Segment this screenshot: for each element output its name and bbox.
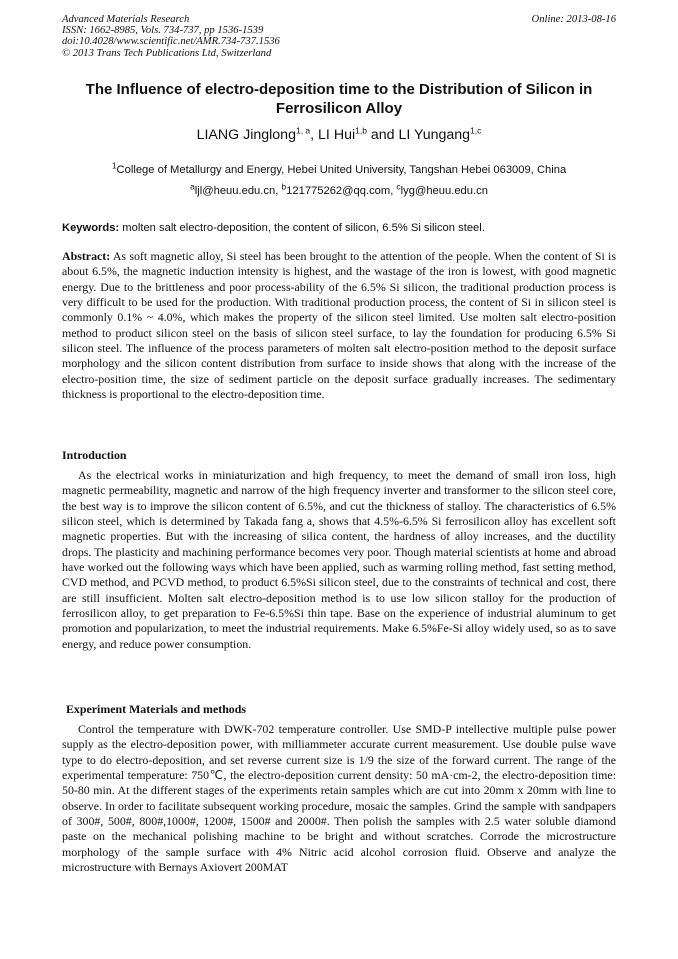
keywords-label: Keywords:	[62, 222, 120, 234]
author-name: LI Yungang	[398, 127, 471, 143]
email-link[interactable]: lyg@heuu.edu.cn	[400, 185, 488, 197]
email-mark: a	[190, 181, 195, 192]
keywords-text: molten salt electro-deposition, the content of silicon, 6.5% Si silicon steel.	[119, 222, 485, 234]
abstract-text: As soft magnetic alloy, Si steel has been brought to the attention of the people. When the content of Si is about 6.5%, the magnetic induction intensity is highest, and the wastage of the iron is lowest, with good magnetic energy. Due to the brittleness and poor process-ability of the 6.5% Si silicon, the traditional production process is very difficult to be used for the production. With traditional production process, the content of Si in silicon steel is commonly 0.1% ~ 4.0%, which makes the property of the silicon steel limited. Use molten salt electro-position method to product silicon steel on the basis of silicon steel surface, to lay the foundation for producing 6.5% Si silicon steel. The influence of the process parameters of molten salt electro-position method to the deposit surface morphology and the silicon content distribution from surface to inside shows that along with the increase of the electro-position time, the size of sediment particle on the deposit surface gradually increases. The sedimentary thickness is proportional to the electro-deposition time.	[62, 249, 616, 402]
keywords	[62, 221, 616, 235]
introduction-paragraph: As the electrical works in miniaturization and high frequency, to meet the demand of small iron loss, high magnetic permeability, magnetic and narrow of the high frequency inverter and transformer to the silicon steel core, the best way is to improve the silicon content of 6.5%, and cut the thickness of stalloy. The characteristics of 6.5% silicon steel, which is determined by Takada fang a, shows that 4.5%-6.5% Si ferrosilicon alloy has excellent soft magnetic properties. But with the increasing of silica content, the hardness of alloy increases, and the ductility drops. The plasticity and machining performance becomes very poor. Though material scientists at home and abroad have worked out the following ways which have been applied, such as warming rolling method, fast setting method, CVD method, and PCVD method, to product 6.5%Si silicon steel, due to the constraints of technical and cost, there are still insufficient. Molten salt electro-deposition method is to use low silicon stalloy for the production of ferrosilicon alloy, to get preparation to Fe-6.5%Si thin tape. Base on the experience of industrial aluminum to get promotion and popularization, to meet the industrial requirements. Make 6.5%Fe-Si alloy widely used, so as to save energy, and reduce power consumption.	[62, 468, 616, 651]
email-mark: b	[281, 181, 287, 192]
email-link[interactable]: 121775262@qq.com,	[286, 185, 397, 197]
journal-copyright: © 2013 Trans Tech Publications Ltd, Switzerland	[62, 47, 272, 59]
section-heading-introduction: Introduction	[62, 448, 127, 462]
email-mark: c	[396, 181, 401, 192]
affiliation	[62, 160, 616, 177]
author-name: LIANG Jinglong	[196, 127, 296, 143]
journal-name: Advanced Materials Research	[62, 14, 190, 25]
affiliation-text: College of Metallurgy and Energy, Hebei United University, Tangshan Hebei 063009, China	[116, 164, 567, 176]
journal-issn: ISSN: 1662-8985, Vols. 734-737, pp 1536-1539	[62, 25, 264, 37]
author-list	[62, 126, 616, 144]
author-name: LI Hui	[318, 127, 356, 143]
author-separator: and	[366, 127, 399, 143]
email-link[interactable]: ljl@heuu.edu.cn,	[194, 185, 282, 197]
author-affiliation-mark: 1,c	[470, 125, 482, 136]
abstract-label: Abstract:	[62, 249, 111, 263]
journal-header	[62, 14, 616, 59]
section-heading-experiment: Experiment Materials and methods	[66, 702, 246, 716]
paper-title: The Influence of electro-deposition time to the Distribution of Silicon in Ferrosilicon Alloy	[85, 81, 593, 117]
affiliation-mark: 1	[111, 160, 117, 171]
abstract	[62, 249, 616, 402]
author-separator: ,	[310, 127, 319, 143]
experiment-paragraph: Control the temperature with DWK-702 temperature controller. Use SMD-P intellective multiple pulse power supply as the electro-deposition power, with milliammeter accurate current measurement. Use double pulse wave type to do electro-deposition, and set reverse current size is 1/9 the size of the forward current. The range of the experimental temperature: 750℃, the electro-deposition current density: 50 mA·cm-2, the electro-deposition time: 50-80 min. At the different stages of the experiments retain samples which are cut into 20mm x 20mm with line to observe. In order to facilitate subsequent working procedure, mosaic the samples. Grind the sample with sandpapers of 300#, 500#, 800#,1000#, 1200#, 1500# and 2000#. Then polish the samples with 2.5 water soluble diamond paste on the mechanical polishing machine to be bright and without scratches. Corrode the microstructure morphology of the sample surface with 4% Nitric acid alcohol corrosion fluid. Observe and analyze the microstructure with Bernays Axiovert 200MAT	[62, 722, 616, 875]
author-affiliation-mark: 1,b	[355, 125, 367, 136]
author-emails	[62, 181, 616, 198]
author-affiliation-mark: 1, a	[295, 125, 311, 136]
journal-doi[interactable]: doi:10.4028/www.scientific.net/AMR.734-737.1536	[62, 36, 280, 48]
online-date: Online: 2013-08-16	[531, 14, 616, 25]
